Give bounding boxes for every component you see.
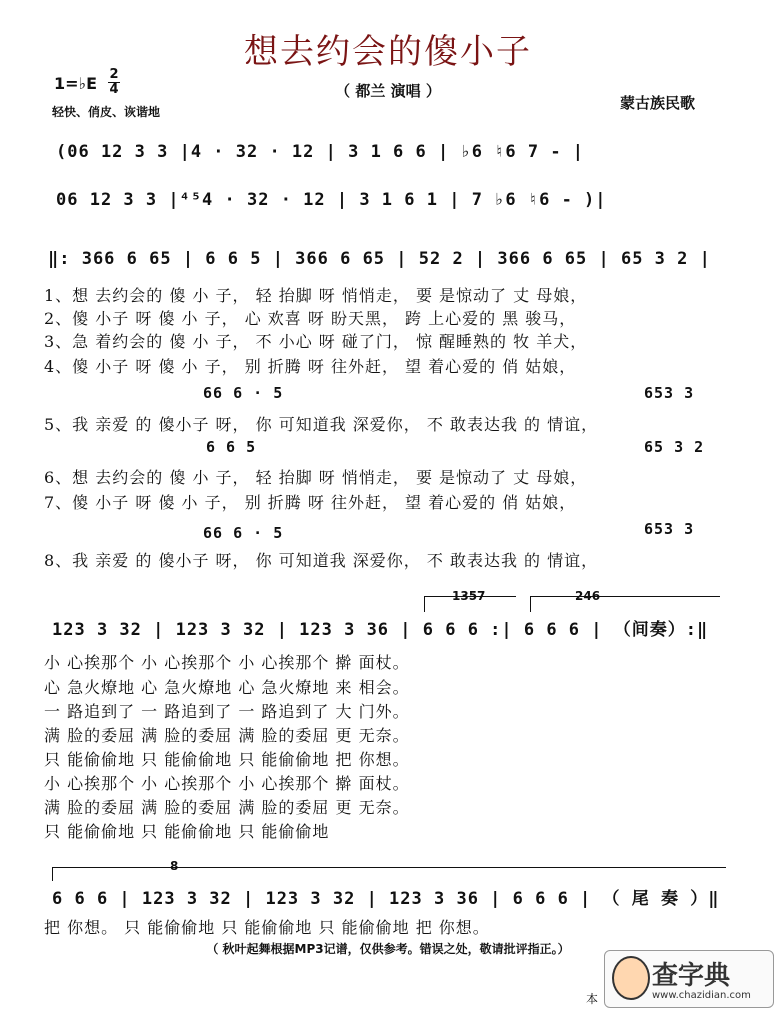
mascot-icon [612,956,650,1000]
footnote: （ 秋叶起舞根据MP3记谱，仅供参考。错误之处，敬请批评指正。） [206,942,570,956]
coda-notes: 6 6 6 | 123 3 32 | 123 3 32 | 123 3 36 | 6 6 6 | （ 尾 奏 ）‖ [52,889,720,909]
volta-8-label: 8 [170,859,179,873]
refrain-lyric-4: 满 脸的委屈 满 脸的委屈 满 脸的委屈 更 无奈。 [44,726,410,745]
time-bottom: 4 [109,82,119,97]
refrain-lyric-7: 满 脸的委屈 满 脸的委屈 满 脸的委屈 更 无奈。 [44,798,410,817]
verse-6-notes-b: 65 3 2 [644,438,705,456]
watermark-text: 查字典 [652,961,731,991]
verse-notes: ‖: 366 6 65 | 6 6 5 | 366 6 65 | 52 2 | 366 6 65 | 65 3 2 | [48,249,711,269]
key-signature: 1=♭E [54,74,98,93]
refrain-notes: 123 3 32 | 123 3 32 | 123 3 36 | 6 6 6 :| 6 6 6 | （间奏）:‖ [52,620,709,640]
verse-8-notes-b: 653 3 [644,520,695,538]
volta-2-label: 246 [575,589,601,603]
refrain-lyric-1: 小 心挨那个 小 心挨那个 小 心挨那个 擀 面杖。 [44,653,410,672]
verse-lyric-5: 5、我 亲爱 的 傻小子 呀， 你 可知道我 深爱你， 不 敢表达我 的 情谊， [44,415,599,434]
refrain-lyric-2: 心 急火燎地 心 急火燎地 心 急火燎地 来 相会。 [44,678,410,697]
verse-5-notes-a: 66 6 · 5 [203,384,284,402]
time-signature [108,68,120,97]
verse-lyric-6: 6、想 去约会的 傻 小 子， 轻 抬脚 呀 悄悄走， 要 是惊动了 丈 母娘， [44,468,588,487]
refrain-lyric-8: 只 能偷偷地 只 能偷偷地 只 能偷偷地 [44,822,330,841]
tempo-marking: 轻快、俏皮、诙谐地 [52,105,161,119]
time-top: 2 [109,67,119,82]
verse-lyric-8: 8、我 亲爱 的 傻小子 呀， 你 可知道我 深爱你， 不 敢表达我 的 情谊， [44,551,599,570]
verse-5-notes-b: 653 3 [644,384,695,402]
watermark-url: www.chazidian.com [652,990,751,1001]
verse-8-notes-a: 66 6 · 5 [203,524,284,542]
refrain-lyric-5: 只 能偷偷地 只 能偷偷地 只 能偷偷地 把 你想。 [44,750,410,769]
verse-lyric-1: 1、想 去约会的 傻 小 子， 轻 抬脚 呀 悄悄走， 要 是惊动了 丈 母娘， [44,286,588,305]
coda-lyric: 把 你想。 只 能偷偷地 只 能偷偷地 只 能偷偷地 把 你想。 [44,918,490,937]
page-title: 想去约会的傻小子 [244,32,532,72]
verse-lyric-7: 7、傻 小子 呀 傻 小 子， 别 折腾 呀 往外赶， 望 着心爱的 俏 姑娘， [44,493,577,512]
verse-lyric-2: 2、傻 小子 呀 傻 小 子， 心 欢喜 呀 盼天黑， 跨 上心爱的 黑 骏马， [44,309,577,328]
singer-credit: （ 都兰 演唱 ） [335,82,441,100]
composer-credit: 蒙古族民歌 [620,94,696,112]
verse-lyric-4: 4、傻 小子 呀 傻 小 子， 别 折腾 呀 往外赶， 望 着心爱的 俏 姑娘， [44,357,577,376]
verse-lyric-3: 3、急 着约会的 傻 小 子， 不 小心 呀 碰了门， 惊 醒睡熟的 牧 羊犬， [44,332,588,351]
verse-6-notes-a: 6 6 5 [206,438,257,456]
page-mark: 本 [586,992,599,1006]
volta-1-label: 1357 [452,589,486,603]
refrain-lyric-3: 一 路追到了 一 路追到了 一 路追到了 大 门外。 [44,702,410,721]
refrain-lyric-6: 小 心挨那个 小 心挨那个 小 心挨那个 擀 面杖。 [44,774,410,793]
intro-line-1: (06 12 3 3 |4 · 32 · 12 | 3 1 6 6 | ♭6 ♮6 7 - | [56,142,585,162]
intro-line-2: 06 12 3 3 |⁴⁵4 · 32 · 12 | 3 1 6 1 | 7 ♭6 ♮6 - )| [56,190,607,210]
